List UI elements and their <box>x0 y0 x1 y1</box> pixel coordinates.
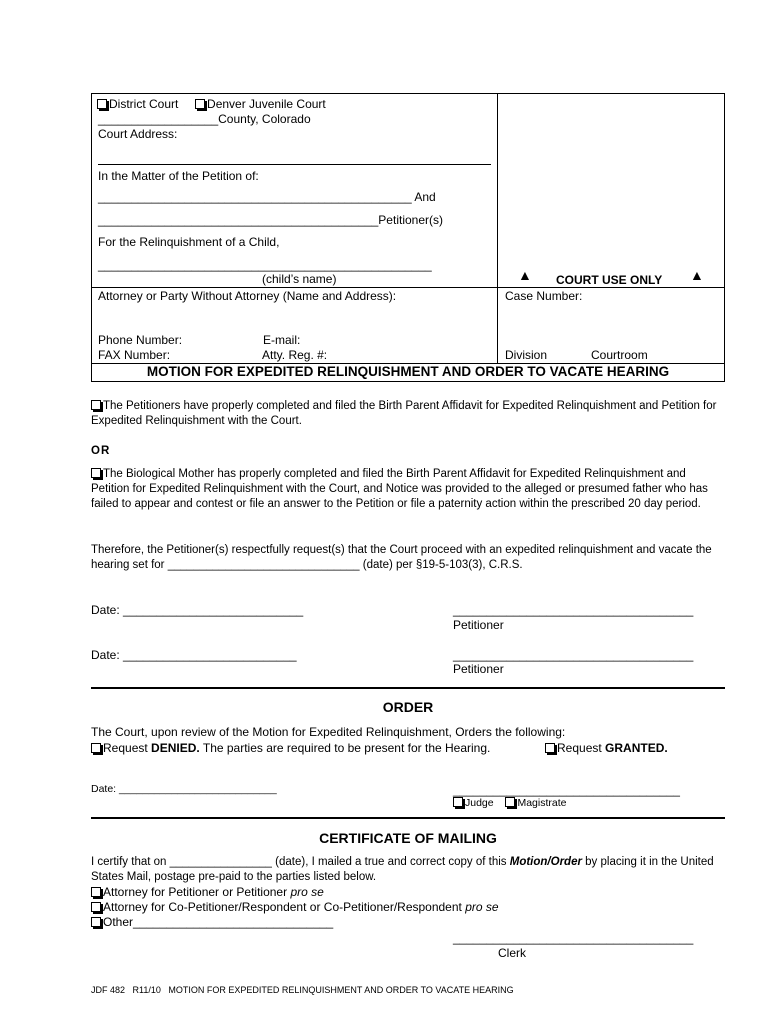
denver-juvenile-court-checkbox[interactable] <box>195 99 205 109</box>
petitioner-signature-line-2: ____________________________________ <box>453 648 694 662</box>
case-number-label: Case Number: <box>505 289 583 303</box>
petitioners-line: __________________________________________Petitioner(s) <box>98 213 443 227</box>
division-label: Division <box>505 348 548 362</box>
request-denied-checkbox[interactable] <box>91 743 101 753</box>
certificate-heading: CERTIFICATE OF MAILING <box>319 830 497 846</box>
certificate-paragraph <box>91 855 725 885</box>
judge-magistrate-row <box>453 797 566 809</box>
option-petitioners <box>91 399 725 429</box>
court-address-label: Court Address: <box>98 127 178 141</box>
mail-option-other-text: Other______________________________ <box>103 915 334 929</box>
date-line-1: Date: ___________________________ <box>91 603 304 617</box>
request-granted-label: Request <box>557 741 602 755</box>
judge-signature-line: __________________________________ <box>453 783 680 797</box>
judge-checkbox[interactable] <box>453 797 463 807</box>
mail-option-other-checkbox[interactable] <box>91 917 101 927</box>
option-biological-mother-text: The Biological Mother has properly completed and filed the Birth Parent Affidavit for Expedited Relinquishment and Petition for Expedited Relinquishment with the Court, and Notice was provided to the alleged or presumed father who has failed to appear and contest or file an answer to the Petition or file a paternity action within the prescribed 20 day period. <box>91 468 708 510</box>
section-divider-2 <box>91 817 725 819</box>
option-petitioners-text: The Petitioners have properly completed and filed the Birth Parent Affidavit for Expedited Relinquishment and Petition for Expedited Relinquishment with the Court. <box>91 400 717 427</box>
district-court-label: District Court <box>109 97 179 111</box>
petitioner-label-2: Petitioner <box>453 662 504 676</box>
motion-order-label: Motion/Order <box>509 856 582 868</box>
granted-label: GRANTED. <box>605 741 668 755</box>
form-footer: JDF 482 R11/10 MOTION FOR EXPEDITED RELINQUISHMENT AND ORDER TO VACATE HEARING <box>91 985 514 995</box>
mail-option-co-petitioner-pro-se: pro se <box>465 900 499 914</box>
order-heading: ORDER <box>382 699 434 715</box>
child-name-line: __________________________________________________ <box>98 258 432 272</box>
date-line-2: Date: __________________________ <box>91 648 297 662</box>
county-line: __________________County, Colorado <box>98 112 311 126</box>
certificate-text-a: I certify that on ________________ (date), I mailed a true and correct copy of this <box>91 856 507 868</box>
caption-vertical-divider <box>497 93 498 364</box>
order-intro: The Court, upon review of the Motion for Expedited Relinquishment, Orders the following: <box>91 725 566 739</box>
phone-label: Phone Number: <box>98 333 183 347</box>
magistrate-label: Magistrate <box>517 797 567 809</box>
mail-option-petitioner <box>91 885 324 899</box>
option-biological-mother <box>91 467 725 512</box>
mail-option-co-petitioner <box>91 900 499 914</box>
matter-of-label: In the Matter of the Petition of: <box>98 169 259 183</box>
mail-option-petitioner-checkbox[interactable] <box>91 887 101 897</box>
title-bottom-line <box>91 381 725 382</box>
denied-label: DENIED. <box>151 741 200 755</box>
mail-option-petitioner-pro-se: pro se <box>290 885 324 899</box>
request-granted-checkbox[interactable] <box>545 743 555 753</box>
caption-horizontal-divider <box>91 287 725 288</box>
section-divider-1 <box>91 687 725 689</box>
email-label: E-mail: <box>263 333 301 347</box>
petitioner-and-line: _______________________________________________ And <box>98 190 436 204</box>
denied-text: The parties are required to be present for the Hearing. <box>202 741 491 755</box>
caption-box <box>91 93 725 364</box>
therefore-paragraph: Therefore, the Petitioner(s) respectfully request(s) that the Court proceed with an expedited relinquishment and vacate the hearing set for ______________________________ (date) per §19-5-103(3), C.R.S. <box>91 544 712 571</box>
mail-option-other <box>91 915 333 929</box>
for-relinquishment-label: For the Relinquishment of a Child, <box>98 235 280 249</box>
clerk-signature-line: ____________________________________ <box>453 931 694 945</box>
mail-option-petitioner-text: Attorney for Petitioner or Petitioner <box>103 885 288 899</box>
courtroom-label: Courtroom <box>591 348 648 362</box>
fax-label: FAX Number: <box>98 348 171 362</box>
request-denied-row <box>91 741 490 755</box>
childs-name-label: (child’s name) <box>262 272 337 286</box>
order-date-line: Date: ___________________________ <box>91 783 277 795</box>
attorney-label: Attorney or Party Without Attorney (Name and Address): <box>98 289 397 303</box>
court-use-only-label: COURT USE ONLY <box>556 273 663 287</box>
petitioner-signature-line-1: ____________________________________ <box>453 603 694 617</box>
up-arrow-left-icon: ▲ <box>518 267 532 283</box>
or-label: OR <box>91 445 111 457</box>
atty-reg-label: Atty. Reg. #: <box>262 348 328 362</box>
certificate-text-b: by placing it in the United States Mail, postage pre-paid to the parties listed below. <box>91 856 714 883</box>
mail-option-co-petitioner-checkbox[interactable] <box>91 902 101 912</box>
judge-label: Judge <box>465 797 494 809</box>
request-granted-row <box>545 741 668 755</box>
petitioner-label-1: Petitioner <box>453 618 504 632</box>
magistrate-checkbox[interactable] <box>505 797 515 807</box>
denver-juvenile-court-label: Denver Juvenile Court <box>207 97 326 111</box>
court-type-row <box>97 97 326 111</box>
clerk-label: Clerk <box>498 946 527 960</box>
court-address-rule <box>98 164 491 165</box>
mail-option-co-petitioner-text: Attorney for Co-Petitioner/Respondent or Co-Petitioner/Respondent <box>103 900 462 914</box>
request-denied-label: Request <box>103 741 148 755</box>
motion-title: MOTION FOR EXPEDITED RELINQUISHMENT AND ORDER TO VACATE HEARING <box>146 364 670 379</box>
option-biological-mother-checkbox[interactable] <box>91 468 101 478</box>
district-court-checkbox[interactable] <box>97 99 107 109</box>
option-petitioners-checkbox[interactable] <box>91 400 101 410</box>
up-arrow-right-icon: ▲ <box>690 267 704 283</box>
